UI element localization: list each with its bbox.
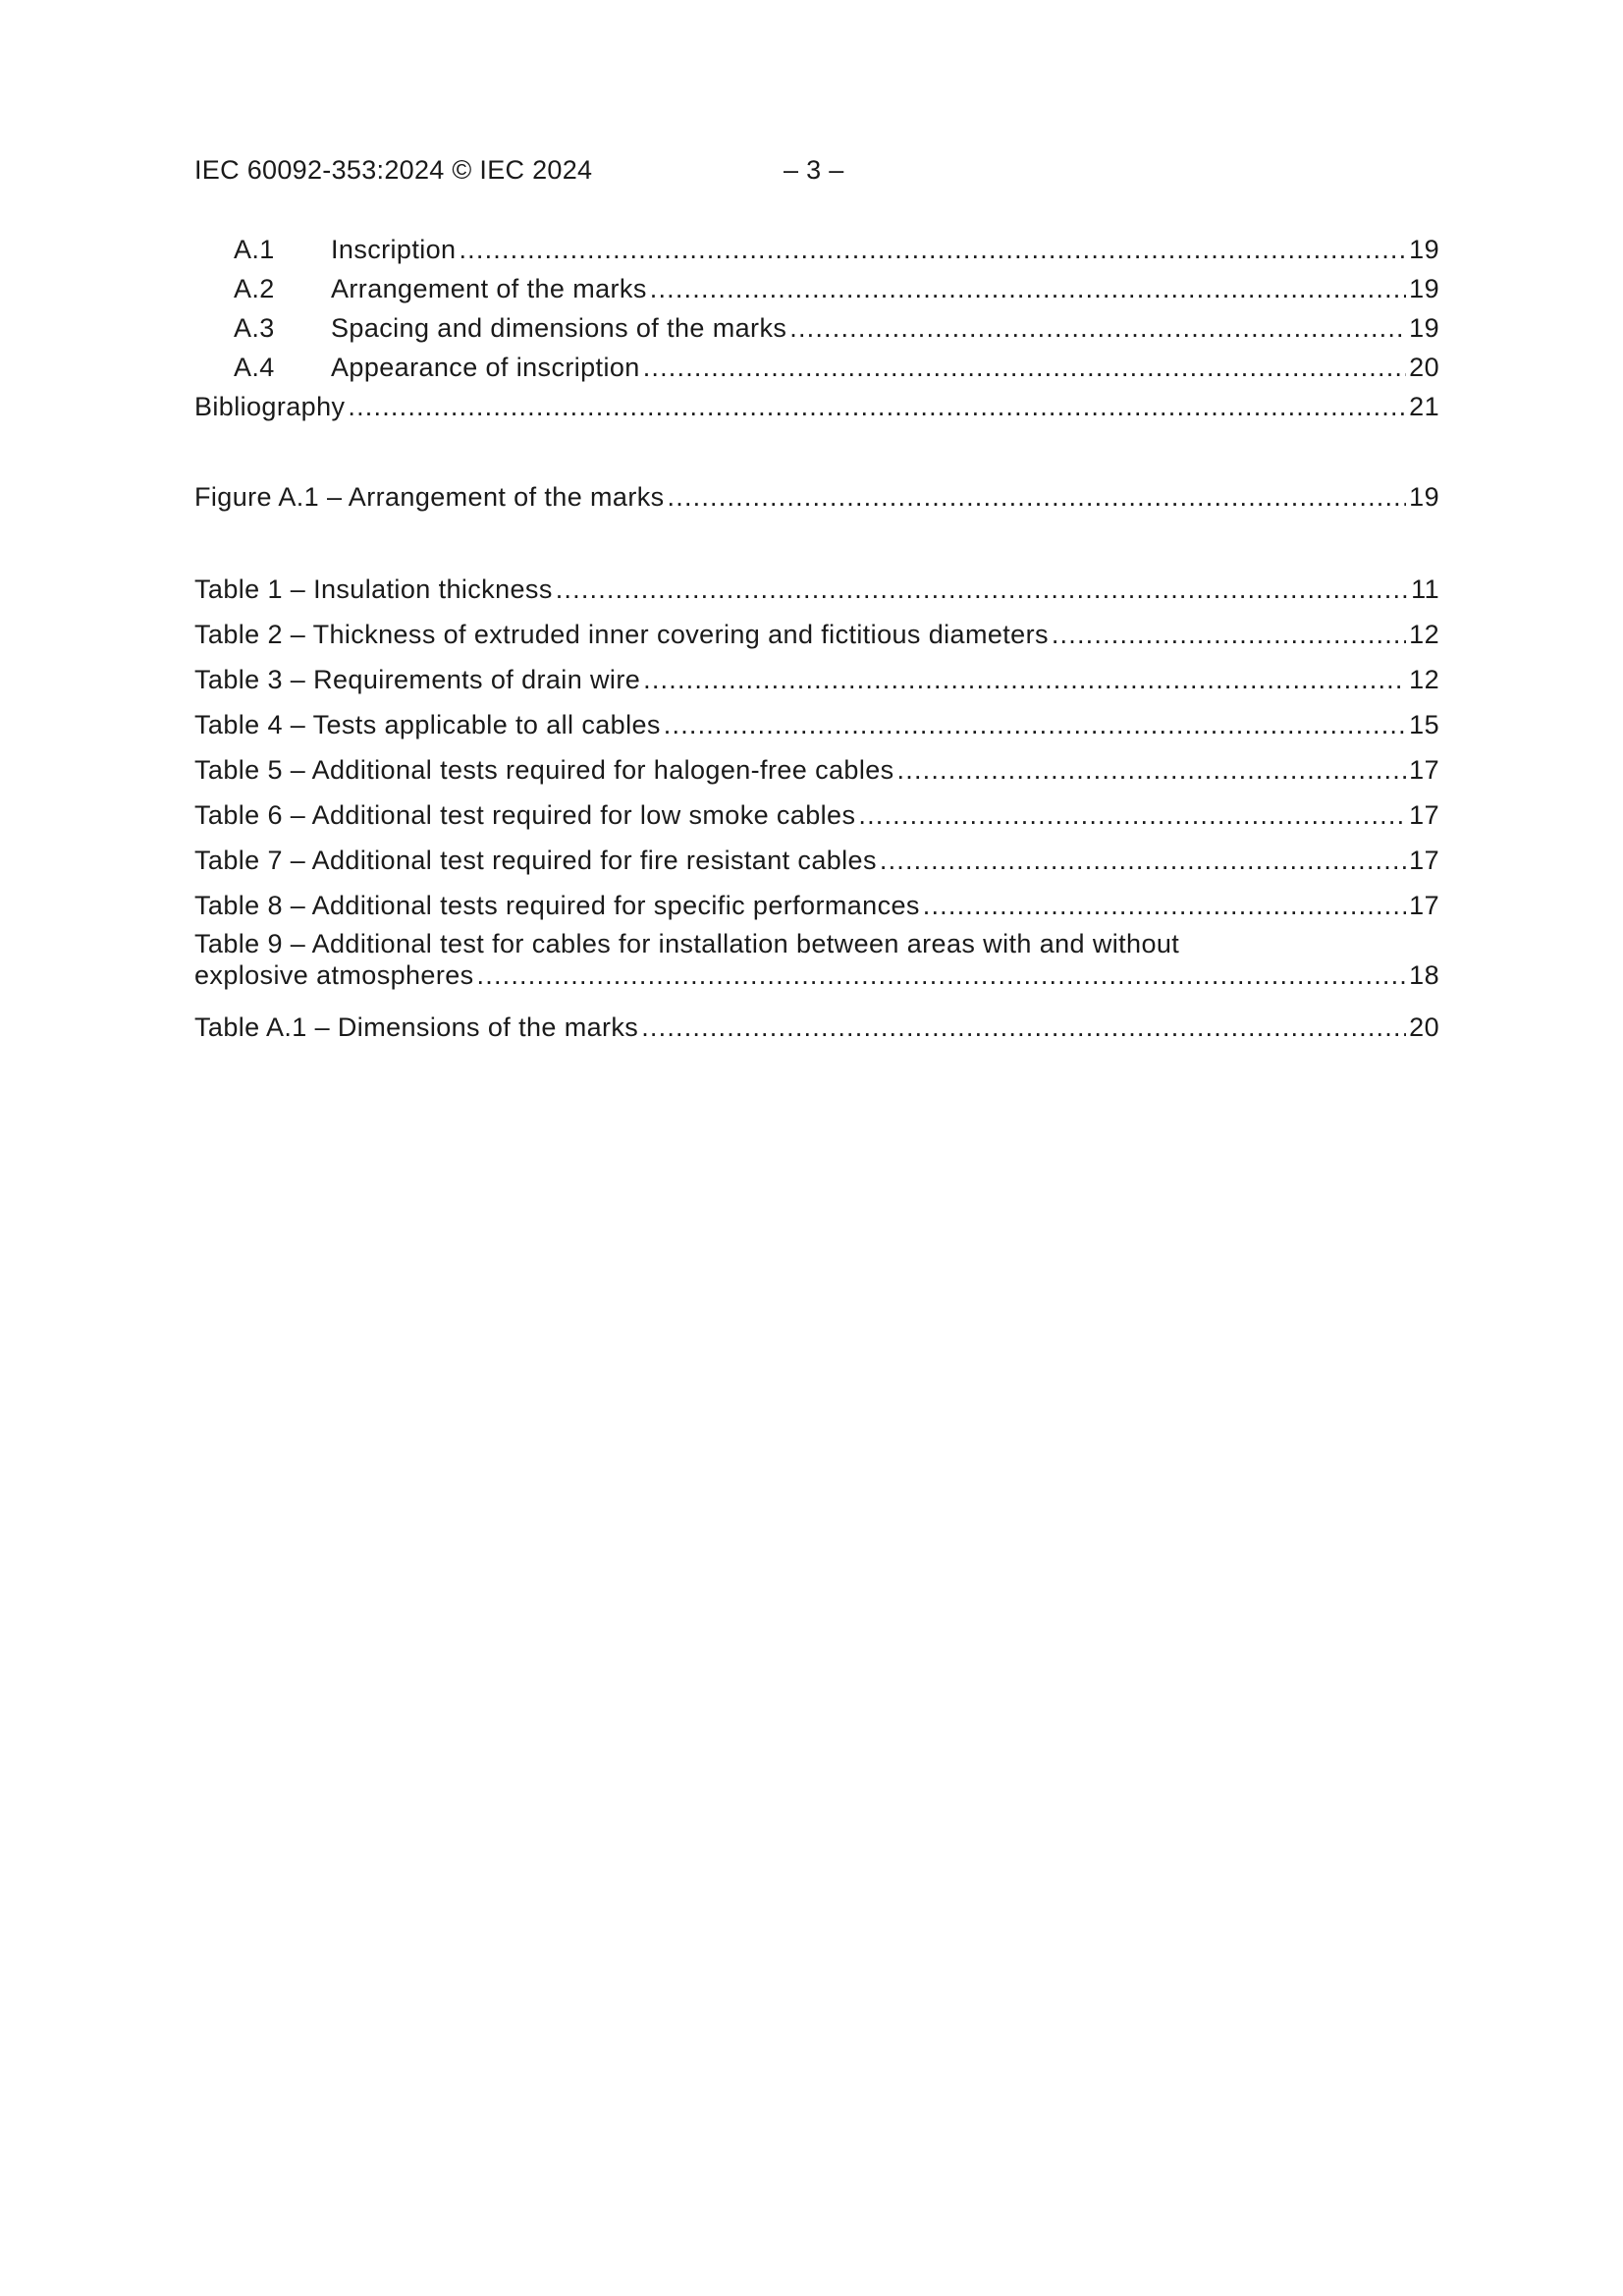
toc-entry-page: 19 <box>1409 274 1439 303</box>
toc-entry-title: Table 1 – Insulation thickness <box>194 574 553 604</box>
toc-entry-number: A.4 <box>234 353 275 382</box>
dot-leader <box>459 230 1406 269</box>
dot-leader <box>1052 612 1406 657</box>
standard-designation: IEC 60092-353:2024 © IEC 2024 <box>194 155 593 185</box>
dot-leader <box>668 477 1407 517</box>
toc-entry-page: 15 <box>1409 710 1439 739</box>
dot-leader <box>477 959 1407 991</box>
toc-entry-title: Table 8 – Additional tests required for specific performances <box>194 891 920 920</box>
toc-entry-a4[interactable] <box>194 348 1439 387</box>
toc-entry-table-3[interactable] <box>194 657 1439 702</box>
toc-entry-title: Bibliography <box>194 392 346 421</box>
toc-entry-a2[interactable] <box>194 269 1439 308</box>
toc-entry-title: Table 7 – Additional test required for fire resistant cables <box>194 846 877 875</box>
toc-entry-page: 20 <box>1409 1012 1439 1042</box>
toc-entry-a1[interactable] <box>194 230 1439 269</box>
toc-entry-number: A.2 <box>234 274 275 303</box>
toc-entry-title: Inscription <box>331 235 457 264</box>
dot-leader <box>880 838 1406 883</box>
dot-leader <box>650 269 1406 308</box>
toc-entry-table-a1[interactable] <box>194 1005 1439 1050</box>
toc-entry-title: Table 3 – Requirements of drain wire <box>194 665 641 694</box>
toc-entry-table-1[interactable] <box>194 567 1439 612</box>
toc-entry-page: 17 <box>1409 755 1439 785</box>
dot-leader <box>858 793 1406 838</box>
toc-entry-title: Table 5 – Additional tests required for halogen-free cables <box>194 755 894 785</box>
dot-leader <box>643 657 1406 702</box>
toc-entry-table-4[interactable] <box>194 702 1439 747</box>
toc-entry-table-9[interactable] <box>194 928 1439 991</box>
toc-entry-title: Spacing and dimensions of the marks <box>331 313 787 343</box>
dot-leader <box>643 348 1406 387</box>
page-header <box>194 155 980 191</box>
toc-entry-title: Figure A.1 – Arrangement of the marks <box>194 482 665 512</box>
toc-entry-table-5[interactable] <box>194 747 1439 793</box>
dot-leader <box>789 308 1406 348</box>
toc-entry-page: 12 <box>1409 620 1439 649</box>
toc-entry-table-2[interactable] <box>194 612 1439 657</box>
toc-entry-page: 17 <box>1409 891 1439 920</box>
toc-entry-a3[interactable] <box>194 308 1439 348</box>
toc-entry-page: 19 <box>1409 235 1439 264</box>
toc-entry-page: 17 <box>1409 800 1439 830</box>
toc-entry-title-line2: explosive atmospheres <box>194 960 474 990</box>
toc-entry-page: 20 <box>1409 353 1439 382</box>
page-number: – 3 – <box>784 155 844 185</box>
toc-entry-table-8[interactable] <box>194 883 1439 928</box>
table-of-contents <box>194 230 1439 1050</box>
toc-entry-figure-a1[interactable] <box>194 477 1439 517</box>
dot-leader <box>923 883 1406 928</box>
dot-leader <box>664 702 1406 747</box>
toc-entry-page: 19 <box>1409 313 1439 343</box>
toc-entry-page: 21 <box>1409 392 1439 421</box>
toc-entry-page: 11 <box>1411 574 1439 604</box>
toc-entry-title: Table 4 – Tests applicable to all cables <box>194 710 661 739</box>
toc-entry-page: 18 <box>1409 960 1439 990</box>
dot-leader <box>348 387 1406 426</box>
toc-entry-title: Table 2 – Thickness of extruded inner covering and fictitious diameters <box>194 620 1049 649</box>
toc-entry-number: A.3 <box>234 313 275 343</box>
dot-leader <box>897 747 1407 793</box>
toc-entry-title: Arrangement of the marks <box>331 274 647 303</box>
toc-entry-table-6[interactable] <box>194 793 1439 838</box>
toc-entry-title-line1: Table 9 – Additional test for cables for installation between areas with and without <box>194 929 1180 958</box>
toc-entry-title: Table A.1 – Dimensions of the marks <box>194 1012 639 1042</box>
toc-entry-table-7[interactable] <box>194 838 1439 883</box>
toc-entry-page: 19 <box>1409 482 1439 512</box>
toc-entry-page: 17 <box>1409 846 1439 875</box>
toc-entry-number: A.1 <box>234 235 275 264</box>
toc-entry-title: Table 6 – Additional test required for low smoke cables <box>194 800 856 830</box>
dot-leader <box>556 567 1408 612</box>
toc-entry-title: Appearance of inscription <box>331 353 640 382</box>
dot-leader <box>641 1005 1406 1050</box>
toc-entry-page: 12 <box>1409 665 1439 694</box>
toc-entry-bibliography[interactable] <box>194 387 1439 426</box>
